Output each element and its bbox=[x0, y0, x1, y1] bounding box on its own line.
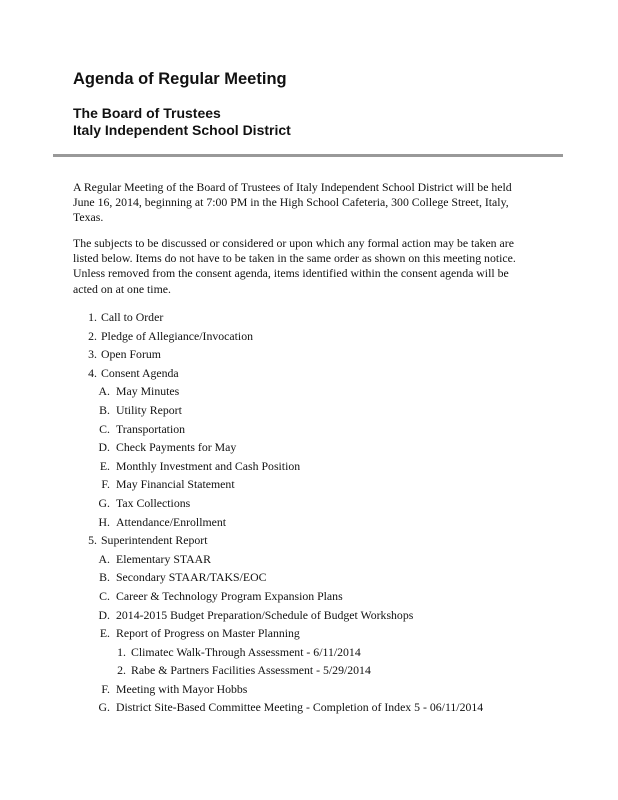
agenda-item-text: Open Forum bbox=[101, 347, 161, 362]
agenda-item-marker: E. bbox=[99, 626, 110, 641]
agenda-item-text: Monthly Investment and Cash Position bbox=[116, 458, 301, 473]
agenda-item-text: Tax Collections bbox=[116, 495, 191, 510]
agenda-item-text: Career & Technology Program Expansion Plans bbox=[116, 588, 343, 603]
agenda-item bbox=[0, 345, 618, 364]
agenda-item-marker: C. bbox=[99, 421, 110, 436]
agenda-item-text: Call to Order bbox=[101, 310, 164, 324]
agenda-item bbox=[0, 643, 618, 662]
agenda-item-marker: E. bbox=[99, 458, 110, 473]
agenda-item-text: Transportation bbox=[116, 421, 186, 436]
agenda-item-marker: H. bbox=[98, 514, 110, 529]
agenda-item bbox=[0, 568, 618, 587]
agenda-item-marker: 2. bbox=[117, 663, 126, 678]
notice-line: Unless removed from the consent agenda, items identified within the consent agenda will be bbox=[73, 266, 509, 281]
agenda-item bbox=[0, 401, 618, 420]
agenda-item bbox=[0, 438, 618, 457]
agenda-item-text: Elementary STAAR bbox=[116, 551, 212, 566]
agenda-item-text: Attendance/Enrollment bbox=[116, 514, 227, 529]
agenda-item bbox=[0, 550, 618, 569]
agenda-item bbox=[0, 624, 618, 643]
agenda-item bbox=[0, 587, 618, 606]
agenda-item-text: Climatec Walk-Through Assessment - 6/11/2014 bbox=[131, 644, 361, 659]
agenda-item-marker: A. bbox=[98, 551, 110, 566]
agenda-item bbox=[0, 457, 618, 476]
agenda-item-text: Check Payments for May bbox=[116, 440, 237, 455]
agenda-item-marker: A. bbox=[98, 384, 110, 399]
agenda-list bbox=[0, 308, 618, 717]
agenda-item-marker: B. bbox=[99, 570, 110, 585]
agenda-item bbox=[0, 606, 618, 625]
agenda-item bbox=[0, 661, 618, 680]
agenda-item bbox=[0, 475, 618, 494]
page-title: Agenda of Regular Meeting bbox=[73, 70, 287, 88]
header-divider bbox=[53, 154, 563, 157]
agenda-item-text: Report of Progress on Master Planning bbox=[116, 626, 300, 641]
agenda-item-marker: F. bbox=[101, 477, 110, 492]
agenda-item-text: District Site-Based Committee Meeting - Completion of Index 5 - 06/11/2014 bbox=[116, 700, 484, 715]
agenda-item-text: Utility Report bbox=[116, 402, 182, 417]
agenda-item bbox=[0, 420, 618, 439]
agenda-item-marker: B. bbox=[99, 402, 110, 417]
agenda-item-text: Pledge of Allegiance/Invocation bbox=[101, 328, 253, 343]
agenda-item bbox=[0, 364, 618, 383]
intro-line: A Regular Meeting of the Board of Trustees of Italy Independent School District will be held bbox=[73, 180, 512, 194]
agenda-item-marker: 1. bbox=[117, 644, 126, 659]
agenda-item-marker: G. bbox=[98, 700, 110, 715]
district-name: Italy Independent School District bbox=[73, 122, 291, 138]
agenda-item bbox=[0, 382, 618, 401]
agenda-item-text: May Financial Statement bbox=[116, 477, 235, 492]
agenda-item-marker: 4. bbox=[88, 365, 97, 380]
intro-paragraph bbox=[73, 180, 533, 226]
agenda-item-marker: 1. bbox=[88, 310, 97, 324]
agenda-item-text: Superintendent Report bbox=[101, 533, 208, 548]
agenda-item bbox=[0, 308, 618, 327]
notice-line: The subjects to be discussed or considered or upon which any formal action may be taken are bbox=[73, 236, 514, 250]
agenda-item bbox=[0, 531, 618, 550]
agenda-item-marker: D. bbox=[98, 607, 110, 622]
agenda-item-marker: G. bbox=[98, 495, 110, 510]
agenda-item bbox=[0, 494, 618, 513]
intro-line: June 16, 2014, beginning at 7:00 PM in the High School Cafeteria, 300 College Street, Italy, bbox=[73, 195, 509, 210]
agenda-item-marker: C. bbox=[99, 588, 110, 603]
notice-line: listed below. Items do not have to be taken in the same order as shown on this meeting notice. bbox=[73, 251, 516, 266]
agenda-item-text: May Minutes bbox=[116, 384, 180, 399]
agenda-item-marker: D. bbox=[98, 440, 110, 455]
agenda-item bbox=[0, 698, 618, 717]
board-name: The Board of Trustees bbox=[73, 105, 221, 121]
notice-paragraph bbox=[73, 236, 533, 297]
agenda-item-marker: 2. bbox=[88, 328, 97, 343]
agenda-item-text: Meeting with Mayor Hobbs bbox=[116, 681, 248, 696]
agenda-item bbox=[0, 513, 618, 532]
agenda-item-text: Consent Agenda bbox=[101, 365, 179, 380]
intro-line: Texas. bbox=[73, 210, 104, 225]
agenda-item bbox=[0, 680, 618, 699]
agenda-item-text: Secondary STAAR/TAKS/EOC bbox=[116, 570, 267, 585]
agenda-item-marker: 5. bbox=[88, 533, 97, 548]
agenda-item-text: 2014-2015 Budget Preparation/Schedule of Budget Workshops bbox=[116, 607, 414, 622]
agenda-item bbox=[0, 327, 618, 346]
agenda-item-marker: 3. bbox=[88, 347, 97, 362]
agenda-item-marker: F. bbox=[101, 681, 110, 696]
notice-line: acted on at one time. bbox=[73, 281, 171, 296]
agenda-item-text: Rabe & Partners Facilities Assessment - 5/29/2014 bbox=[131, 663, 371, 678]
